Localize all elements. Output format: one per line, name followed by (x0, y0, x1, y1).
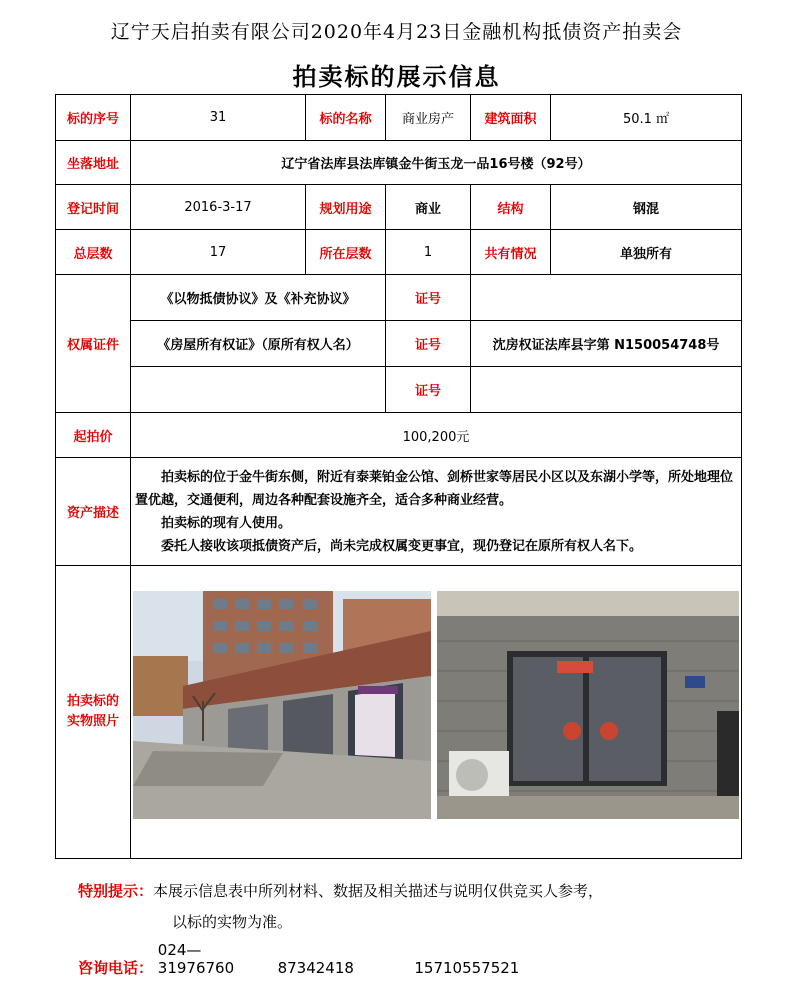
property-photo-front (437, 591, 739, 819)
value-serial: 31 (131, 95, 306, 141)
certificate-no-label: 证号 (386, 321, 471, 367)
certificate-no (471, 367, 742, 413)
value-structure: 钢混 (551, 185, 742, 230)
label-certificates: 权属证件 (56, 275, 131, 413)
label-floor: 所在层数 (306, 230, 386, 275)
phone-number: 15710557521 (414, 959, 520, 977)
row-certificate-2 (56, 321, 742, 367)
value-name: 商业房产 (386, 95, 471, 141)
notice-label: 特别提示： (78, 882, 154, 900)
value-floors: 17 (131, 230, 306, 275)
label-area: 建筑面积 (471, 95, 551, 141)
label-description: 资产描述 (56, 458, 131, 566)
value-description (131, 458, 742, 566)
certificate-no (471, 275, 742, 321)
certificate-no-label: 证号 (386, 275, 471, 321)
phone-number: 024—31976760 (157, 941, 235, 977)
notice-line1: 本展示信息表中所列材料、数据及相关描述与说明仅供竞买人参考， (153, 882, 604, 900)
header-title: 辽宁天启拍卖有限公司2020年4月23日金融机构抵债资产拍卖会 (110, 21, 683, 43)
label-name: 标的名称 (306, 95, 386, 141)
value-area: 50.1 ㎡ (551, 95, 742, 141)
value-location: 辽宁省法库县法库镇金牛街玉龙一品16号楼（92号） (131, 141, 742, 185)
info-table (55, 94, 742, 859)
certificate-doc: 《以物抵债协议》及《补充协议》 (131, 275, 386, 321)
label-usage: 规划用途 (306, 185, 386, 230)
description-paragraph: 委托人接收该项抵债资产后，尚未完成权属变更事宜，现仍登记在原所有权人名下。 (161, 538, 643, 554)
description-paragraph: 拍卖标的位于金牛街东侧，附近有泰莱铂金公馆、剑桥世家等居民小区以及东湖小学等，所处地理位置优越，交通便利，周边各种配套设施齐全，适合多种商业经营。 (135, 469, 734, 508)
label-structure: 结构 (471, 185, 551, 230)
label-photos: 拍卖标的实物照片 (56, 566, 131, 859)
label-serial: 标的序号 (56, 95, 131, 141)
label-start-price: 起拍价 (56, 413, 131, 458)
label-ownership: 共有情况 (471, 230, 551, 275)
description-paragraph: 拍卖标的现有人使用。 (161, 515, 292, 531)
label-reg-time: 登记时间 (56, 185, 131, 230)
special-notice (78, 876, 603, 938)
value-start-price: 100,200元 (131, 413, 742, 458)
contact-phones (78, 941, 519, 978)
label-location: 坐落地址 (56, 141, 131, 185)
contact-label: 咨询电话： (78, 959, 154, 977)
row-certificate-3 (56, 367, 742, 413)
certificate-doc (131, 367, 386, 413)
row-start-price (56, 413, 742, 458)
row-description (56, 458, 742, 566)
row-floors (56, 230, 742, 275)
value-usage: 商业 (386, 185, 471, 230)
row-location (56, 141, 742, 185)
property-photo-street (133, 591, 431, 819)
notice-line2: 以标的实物为准。 (172, 913, 293, 931)
row-certificate-1 (56, 275, 742, 321)
value-reg-time: 2016-3-17 (131, 185, 306, 230)
page-title: 拍卖标的展示信息 (292, 62, 501, 91)
phone-number: 87342418 (277, 959, 354, 977)
row-photos (56, 566, 742, 859)
certificate-doc: 《房屋所有权证》（原所有权人名） (131, 321, 386, 367)
row-registration (56, 185, 742, 230)
certificate-no-label: 证号 (386, 367, 471, 413)
label-floors: 总层数 (56, 230, 131, 275)
value-ownership: 单独所有 (551, 230, 742, 275)
photos-cell (131, 566, 742, 859)
row-basic (56, 95, 742, 141)
certificate-no: 沈房权证法库县字第 N150054748号 (471, 321, 742, 367)
value-floor: 1 (386, 230, 471, 275)
